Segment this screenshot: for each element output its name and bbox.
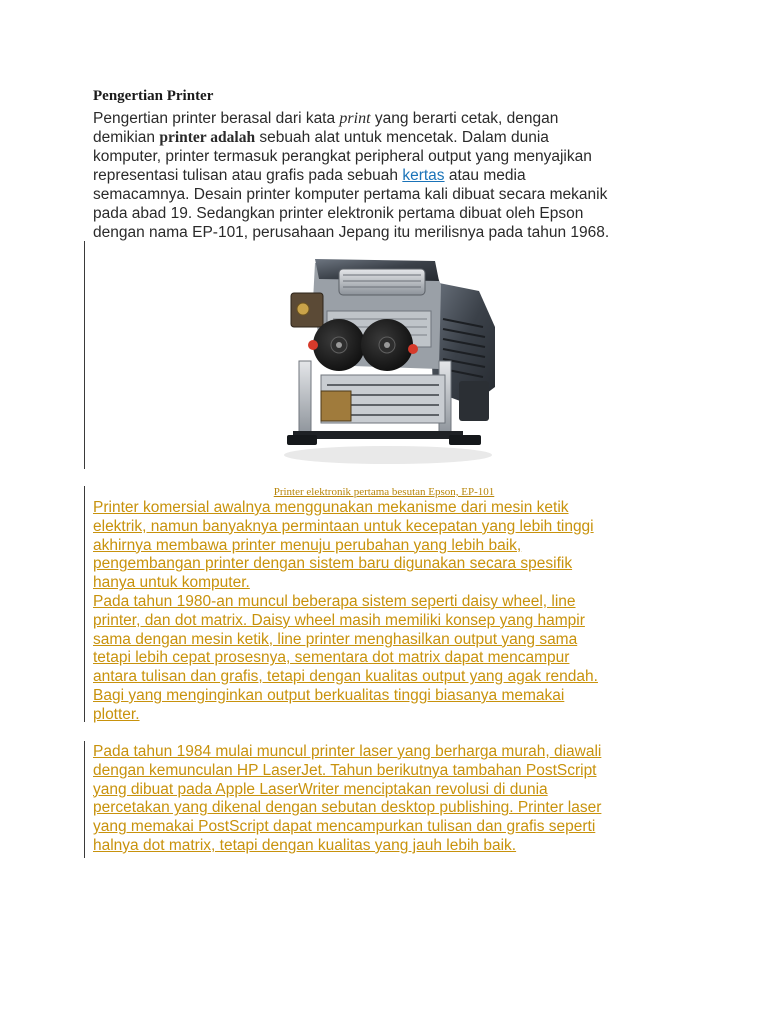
intro-line-2: demikian printer adalah sebuah alat untuk mencetak. Dalam dunia — [93, 129, 549, 146]
paragraph-line: yang memakai PostScript dapat mencampurkan tulisan dan grafis seperti — [93, 818, 596, 836]
intro-line-6: pada abad 19. Sedangkan printer elektronik pertama dibuat oleh Epson — [93, 205, 584, 222]
printer-photo — [263, 241, 505, 469]
epson-ep101-illustration — [263, 241, 505, 469]
paragraph-line: Pada tahun 1980-an muncul beberapa sistem seperti daisy wheel, line — [93, 593, 576, 610]
paragraph-tahun-1980 — [93, 593, 693, 725]
paragraph-printer-komersial — [93, 499, 693, 593]
paragraph-line: percetakan yang dikenal dengan sebutan desktop publishing. Printer laser — [93, 799, 602, 817]
paragraph-line: halnya dot matrix, tetapi dengan kualitas yang jauh lebih baik. — [93, 836, 517, 854]
term-print: print — [339, 110, 371, 127]
paragraph-line: antara tulisan dan grafis, tetapi dengan kualitas output yang agak rendah. — [93, 668, 598, 686]
paragraph-line: plotter. — [93, 705, 140, 723]
paragraph-line: hanya untuk komputer. — [93, 574, 250, 592]
paragraph-tahun-1984 — [93, 743, 693, 856]
margin-rule — [84, 741, 85, 858]
paragraph-line: printer, dan dot matrix. Daisy wheel masih memiliki konsep yang hampir — [93, 611, 585, 629]
paragraph-line: tetapi lebih cepat prosesnya, sementara dot matrix dapat mencampur — [93, 649, 570, 667]
paragraph-line: elektrik, namun banyaknya permintaan untuk kecepatan yang lebih tinggi — [93, 517, 594, 535]
paragraph-line: Pada tahun 1984 mulai muncul printer laser yang berharga murah, diawali — [93, 743, 602, 760]
intro-line-5: semacamnya. Desain printer komputer pertama kali dibuat secara mekanik — [93, 186, 608, 203]
paragraph-line: Bagi yang menginginkan output berkualitas tinggi biasanya memakai — [93, 686, 565, 704]
term-printer-adalah: printer adalah — [159, 129, 256, 146]
margin-rule — [84, 241, 85, 469]
link-kertas[interactable]: kertas — [402, 167, 445, 184]
intro-line-1: Pengertian printer berasal dari kata print yang berarti cetak, dengan — [93, 110, 559, 127]
intro-paragraph — [93, 109, 693, 242]
page-title: Pengertian Printer — [93, 88, 214, 104]
figure-caption: Printer elektronik pertama besutan Epson, EP-101 — [273, 486, 495, 498]
paragraph-line: pengembangan printer dengan sistem baru digunakan secara spesifik — [93, 555, 573, 573]
paragraph-line: sama dengan mesin ketik, line printer menghasilkan output yang sama — [93, 630, 578, 648]
margin-rule — [84, 486, 85, 722]
paragraph-line: Printer komersial awalnya menggunakan mekanisme dari mesin ketik — [93, 499, 569, 516]
paragraph-line: dengan kemunculan HP LaserJet. Tahun berikutnya tambahan PostScript — [93, 761, 597, 779]
paragraph-line: akhirnya membawa printer menuju perubahan yang lebih baik, — [93, 536, 522, 554]
intro-line-3: komputer, printer termasuk perangkat peripheral output yang menyajikan — [93, 148, 592, 165]
intro-line-7: dengan nama EP-101, perusahaan Jepang itu merilisnya pada tahun 1968. — [93, 224, 610, 241]
paragraph-line: yang dibuat pada Apple LaserWriter menciptakan revolusi di dunia — [93, 780, 548, 798]
intro-line-4: representasi tulisan atau grafis pada sebuah kertas atau media — [93, 167, 526, 184]
